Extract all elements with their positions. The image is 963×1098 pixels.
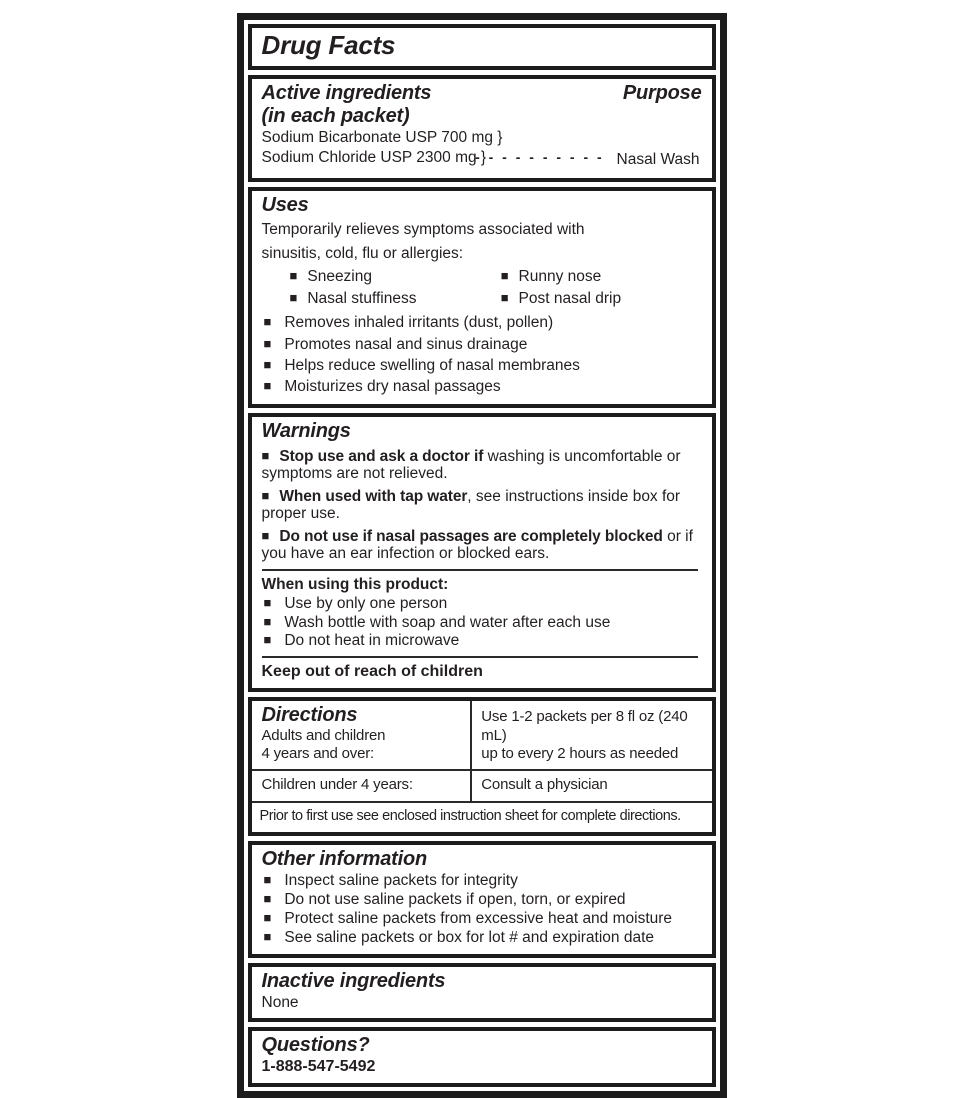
square-bullet-icon: ■ bbox=[263, 314, 272, 330]
when-using-item bbox=[262, 632, 702, 650]
purpose-value: Nasal Wash bbox=[616, 150, 700, 168]
square-bullet-icon: ■ bbox=[289, 268, 298, 284]
section-other-information bbox=[248, 841, 716, 958]
square-bullet-icon: ■ bbox=[289, 290, 298, 306]
when-using-item bbox=[262, 595, 702, 613]
questions-phone-number: 1-888-547-5492 bbox=[261, 1057, 376, 1075]
section-questions bbox=[248, 1027, 716, 1087]
directions-row-children bbox=[252, 771, 712, 800]
square-bullet-icon: ■ bbox=[263, 928, 272, 944]
warning-bold-text: Stop use and ask a doctor if bbox=[279, 447, 484, 465]
other-information-heading: Other information bbox=[261, 847, 427, 870]
warning-rest-text: washing is uncomfortable or symptoms are not relieved. bbox=[261, 447, 681, 483]
uses-heading: Uses bbox=[261, 193, 309, 216]
square-bullet-icon: ■ bbox=[261, 487, 270, 503]
directions-cell-adults-label bbox=[252, 701, 473, 770]
square-bullet-icon: ■ bbox=[263, 632, 272, 648]
uses-bullet-item bbox=[262, 376, 702, 397]
dashed-leader: - - - - - - - - - - bbox=[475, 148, 605, 165]
when-using-text: Do not heat in microwave bbox=[284, 632, 460, 650]
when-using-text: Wash bottle with soap and water after each use bbox=[284, 613, 611, 631]
square-bullet-icon: ■ bbox=[263, 595, 272, 611]
square-bullet-icon: ■ bbox=[263, 890, 272, 906]
directions-heading: Directions bbox=[261, 703, 358, 726]
symptom-label: Sneezing bbox=[307, 268, 372, 286]
square-bullet-icon: ■ bbox=[263, 378, 272, 394]
uses-bullet-text: Moisturizes dry nasal passages bbox=[284, 378, 501, 396]
directions-footer-note: Prior to first use see enclosed instruction sheet for complete directions. bbox=[259, 807, 681, 824]
symptom-label: Post nasal drip bbox=[518, 290, 622, 308]
directions-cell-children-dose bbox=[472, 771, 711, 800]
other-info-text: Do not use saline packets if open, torn, or expired bbox=[284, 890, 626, 908]
uses-intro-line2: sinusitis, cold, flu or allergies: bbox=[261, 245, 464, 263]
warning-blocked-passages bbox=[262, 528, 702, 563]
other-info-item bbox=[262, 891, 702, 910]
uses-intro-line1: Temporarily relieves symptoms associated with bbox=[261, 220, 585, 238]
warning-bold-text: When used with tap water bbox=[279, 487, 468, 505]
directions-children-label: Children under 4 years: bbox=[261, 776, 413, 794]
other-info-item bbox=[262, 929, 702, 948]
when-using-text: Use by only one person bbox=[284, 595, 448, 613]
symptom-item bbox=[473, 266, 702, 288]
warning-bold-text: Do not use if nasal passages are completely blocked bbox=[279, 527, 663, 545]
other-info-text: Protect saline packets from excessive heat and moisture bbox=[284, 909, 673, 927]
symptom-item bbox=[262, 288, 473, 310]
uses-bullet-item bbox=[262, 355, 702, 376]
other-information-list bbox=[262, 872, 702, 948]
inactive-ingredients-value: None bbox=[261, 993, 299, 1011]
uses-bullet-text: Promotes nasal and sinus drainage bbox=[284, 335, 528, 353]
warnings-divider bbox=[262, 569, 698, 571]
active-ingredients-heading: Active ingredients bbox=[261, 81, 432, 104]
warning-rest-text: , see instructions inside box for proper use. bbox=[261, 487, 681, 523]
square-bullet-icon: ■ bbox=[500, 290, 509, 306]
section-title bbox=[248, 24, 716, 70]
warning-tap-water bbox=[262, 488, 702, 523]
directions-children-dose: Consult a physician bbox=[481, 776, 608, 794]
when-using-list bbox=[262, 595, 702, 650]
uses-bullet-item bbox=[262, 312, 702, 333]
directions-cell-adults-dose bbox=[472, 701, 711, 770]
when-using-heading: When using this product: bbox=[261, 575, 449, 593]
directions-cell-children-label bbox=[252, 771, 473, 800]
section-active-ingredients bbox=[248, 75, 716, 182]
when-using-item bbox=[262, 614, 702, 632]
section-warnings bbox=[248, 413, 716, 692]
square-bullet-icon: ■ bbox=[261, 447, 270, 463]
questions-heading: Questions? bbox=[261, 1033, 370, 1056]
square-bullet-icon: ■ bbox=[263, 335, 272, 351]
square-bullet-icon: ■ bbox=[263, 871, 272, 887]
section-uses bbox=[248, 187, 716, 408]
square-bullet-icon: ■ bbox=[263, 909, 272, 925]
ingredient-sodium-bicarbonate: Sodium Bicarbonate USP 700 mg } bbox=[261, 128, 503, 146]
directions-adults-line2: 4 years and over: bbox=[261, 744, 374, 762]
square-bullet-icon: ■ bbox=[500, 268, 509, 284]
keep-out-of-reach-text: Keep out of reach of children bbox=[261, 663, 483, 681]
square-bullet-icon: ■ bbox=[263, 357, 272, 373]
directions-row-adults bbox=[252, 701, 712, 770]
uses-bullet-text: Removes inhaled irritants (dust, pollen) bbox=[284, 314, 554, 332]
ingredient-sodium-chloride: Sodium Chloride USP 2300 mg } bbox=[261, 149, 487, 167]
warnings-heading: Warnings bbox=[261, 419, 351, 442]
purpose-value-row bbox=[475, 149, 699, 169]
symptom-item bbox=[473, 288, 702, 310]
warning-stop-use bbox=[262, 448, 702, 483]
uses-bullet-item bbox=[262, 334, 702, 355]
directions-adults-line1: Adults and children bbox=[261, 726, 386, 744]
symptom-label: Runny nose bbox=[518, 268, 602, 286]
symptom-grid bbox=[262, 266, 702, 310]
inactive-ingredients-heading: Inactive ingredients bbox=[261, 969, 446, 992]
uses-bullet-list bbox=[262, 312, 702, 398]
directions-dose-line1: Use 1-2 packets per 8 fl oz (240 mL) bbox=[481, 708, 688, 744]
other-info-item bbox=[262, 872, 702, 891]
symptom-item bbox=[262, 266, 473, 288]
square-bullet-icon: ■ bbox=[263, 613, 272, 629]
section-directions bbox=[248, 697, 716, 836]
uses-bullet-text: Helps reduce swelling of nasal membranes bbox=[284, 357, 580, 375]
active-ingredients-subheading: (in each packet) bbox=[261, 104, 410, 127]
other-info-text: See saline packets or box for lot # and expiration date bbox=[284, 928, 655, 946]
warning-rest-text: or if you have an ear infection or blocked ears. bbox=[261, 527, 693, 563]
section-inactive-ingredients bbox=[248, 963, 716, 1022]
other-info-text: Inspect saline packets for integrity bbox=[284, 871, 518, 889]
other-info-item bbox=[262, 910, 702, 929]
square-bullet-icon: ■ bbox=[261, 527, 270, 543]
warnings-divider bbox=[262, 656, 698, 658]
drug-facts-title: Drug Facts bbox=[261, 30, 396, 60]
directions-dose-line2: up to every 2 hours as needed bbox=[481, 744, 679, 762]
symptom-label: Nasal stuffiness bbox=[307, 290, 417, 308]
drug-facts-label bbox=[237, 13, 727, 1098]
purpose-heading: Purpose bbox=[622, 81, 702, 104]
